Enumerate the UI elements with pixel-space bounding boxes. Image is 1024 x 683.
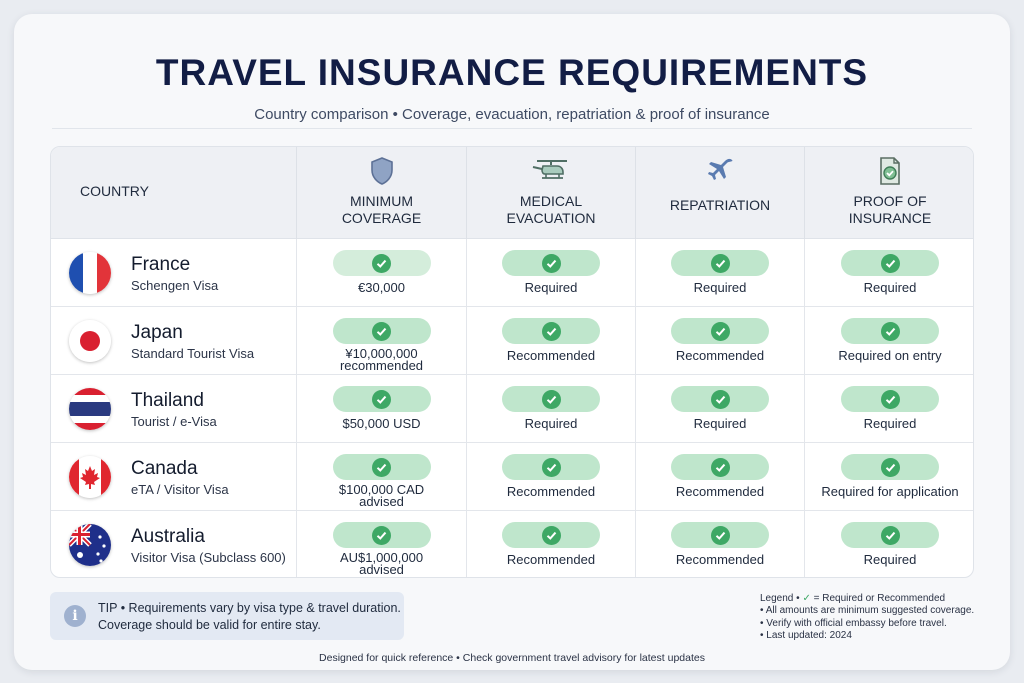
airplane-icon <box>705 156 735 186</box>
proof-cell: Required <box>805 375 974 443</box>
footer-note: Designed for quick reference • Check government travel advisory for latest updates <box>319 652 705 664</box>
canada-flag <box>69 456 111 498</box>
check-icon <box>711 390 730 409</box>
visa-type: Visitor Visa (Subclass 600) <box>131 550 286 565</box>
title-divider <box>52 128 972 129</box>
legend-line-1: Legend • ✓ = Required or Recommended <box>760 593 946 604</box>
evacuation-cell: Required <box>467 375 636 443</box>
country-name: Canada <box>131 458 198 479</box>
status-pill <box>671 386 769 412</box>
check-icon <box>881 390 900 409</box>
status-pill <box>671 522 769 548</box>
status-pill <box>841 522 939 548</box>
check-icon <box>711 254 730 273</box>
status-pill <box>841 318 939 344</box>
coverage-cell: $50,000 USD <box>297 375 467 443</box>
visa-type: eTA / Visitor Visa <box>131 482 229 497</box>
proof-cell: Required <box>805 239 974 307</box>
helicopter-icon <box>531 156 571 184</box>
legend-line-2: • All amounts are minimum suggested coverage. <box>760 605 975 617</box>
check-icon <box>372 526 391 545</box>
check-icon <box>372 458 391 477</box>
column-header-country: COUNTRY <box>51 147 297 239</box>
coverage-cell: €30,000 <box>297 239 467 307</box>
status-pill <box>671 454 769 480</box>
table-row <box>51 307 974 375</box>
status-pill <box>502 522 600 548</box>
tip-box <box>50 592 404 640</box>
country-cell <box>51 375 297 443</box>
repatriation-cell: Required <box>636 239 805 307</box>
evacuation-cell: Recommended <box>467 511 636 578</box>
status-pill <box>333 522 431 548</box>
repatriation-cell: Recommended <box>636 443 805 511</box>
status-pill <box>333 454 431 480</box>
thailand-flag <box>69 388 111 430</box>
status-pill <box>502 250 600 276</box>
tip-line-1: TIP • Requirements vary by visa type & travel duration. <box>98 601 401 615</box>
proof-cell: Required on entry <box>805 307 974 375</box>
check-icon <box>542 254 561 273</box>
status-pill <box>671 318 769 344</box>
check-icon <box>542 322 561 341</box>
status-pill <box>502 386 600 412</box>
check-icon <box>542 390 561 409</box>
country-cell <box>51 307 297 375</box>
visa-type: Standard Tourist Visa <box>131 346 255 361</box>
status-pill <box>502 454 600 480</box>
table-row <box>51 239 974 307</box>
table-row <box>51 511 974 578</box>
tip-line-2: Coverage should be valid for entire stay. <box>98 618 321 632</box>
repatriation-cell: Required <box>636 375 805 443</box>
repatriation-cell: Recommended <box>636 307 805 375</box>
column-header-repatriation: REPATRIATION <box>636 147 805 239</box>
status-pill <box>671 250 769 276</box>
check-icon <box>372 390 391 409</box>
shield-icon <box>369 156 395 186</box>
status-pill <box>841 454 939 480</box>
legend <box>760 593 974 642</box>
check-icon <box>881 322 900 341</box>
status-pill <box>841 250 939 276</box>
legend-line-4: • Last updated: 2024 <box>760 629 852 641</box>
coverage-cell: $100,000 CAD advised <box>297 443 467 511</box>
column-header-proof: PROOF OF INSURANCE <box>805 147 974 239</box>
country-cell <box>51 511 297 578</box>
evacuation-cell: Recommended <box>467 307 636 375</box>
repatriation-cell: Recommended <box>636 511 805 578</box>
france-flag <box>69 252 111 294</box>
check-icon <box>372 322 391 341</box>
check-icon <box>542 458 561 477</box>
status-pill <box>841 386 939 412</box>
page-subtitle: Country comparison • Coverage, evacuation, repatriation & proof of insurance <box>254 106 770 123</box>
table-row <box>51 375 974 443</box>
country-name: Thailand <box>131 390 204 411</box>
country-name: Japan <box>131 322 183 343</box>
column-header-evacuation: MEDICAL EVACUATION <box>467 147 636 239</box>
evacuation-cell: Required <box>467 239 636 307</box>
country-name: Australia <box>131 526 205 547</box>
country-name: France <box>131 254 191 275</box>
status-pill <box>333 250 431 276</box>
visa-type: Schengen Visa <box>131 278 219 293</box>
status-pill <box>502 318 600 344</box>
status-pill <box>333 386 431 412</box>
proof-cell: Required <box>805 511 974 578</box>
check-icon <box>711 526 730 545</box>
australia-flag <box>69 524 111 566</box>
check-mark-icon: ✓ <box>802 593 811 604</box>
status-pill <box>333 318 431 344</box>
japan-flag <box>69 320 111 362</box>
check-icon <box>881 458 900 477</box>
check-icon <box>881 526 900 545</box>
comparison-table <box>50 146 974 578</box>
check-icon <box>711 458 730 477</box>
check-icon <box>372 254 391 273</box>
info-icon: i <box>64 605 86 627</box>
proof-cell: Required for application <box>805 443 974 511</box>
document-check-icon <box>877 156 903 186</box>
coverage-cell: ¥10,000,000 recommended <box>297 307 467 375</box>
check-icon <box>881 254 900 273</box>
page-title: TRAVEL INSURANCE REQUIREMENTS <box>155 52 869 93</box>
column-header-coverage: MINIMUM COVERAGE <box>297 147 467 239</box>
legend-line-3: • Verify with official embassy before travel. <box>760 617 947 629</box>
visa-type: Tourist / e-Visa <box>131 414 217 429</box>
evacuation-cell: Recommended <box>467 443 636 511</box>
check-icon <box>542 526 561 545</box>
coverage-cell: AU$1,000,000 advised <box>297 511 467 578</box>
country-cell <box>51 239 297 307</box>
country-cell <box>51 443 297 511</box>
table-row <box>51 443 974 511</box>
check-icon <box>711 322 730 341</box>
table-header <box>51 147 974 239</box>
